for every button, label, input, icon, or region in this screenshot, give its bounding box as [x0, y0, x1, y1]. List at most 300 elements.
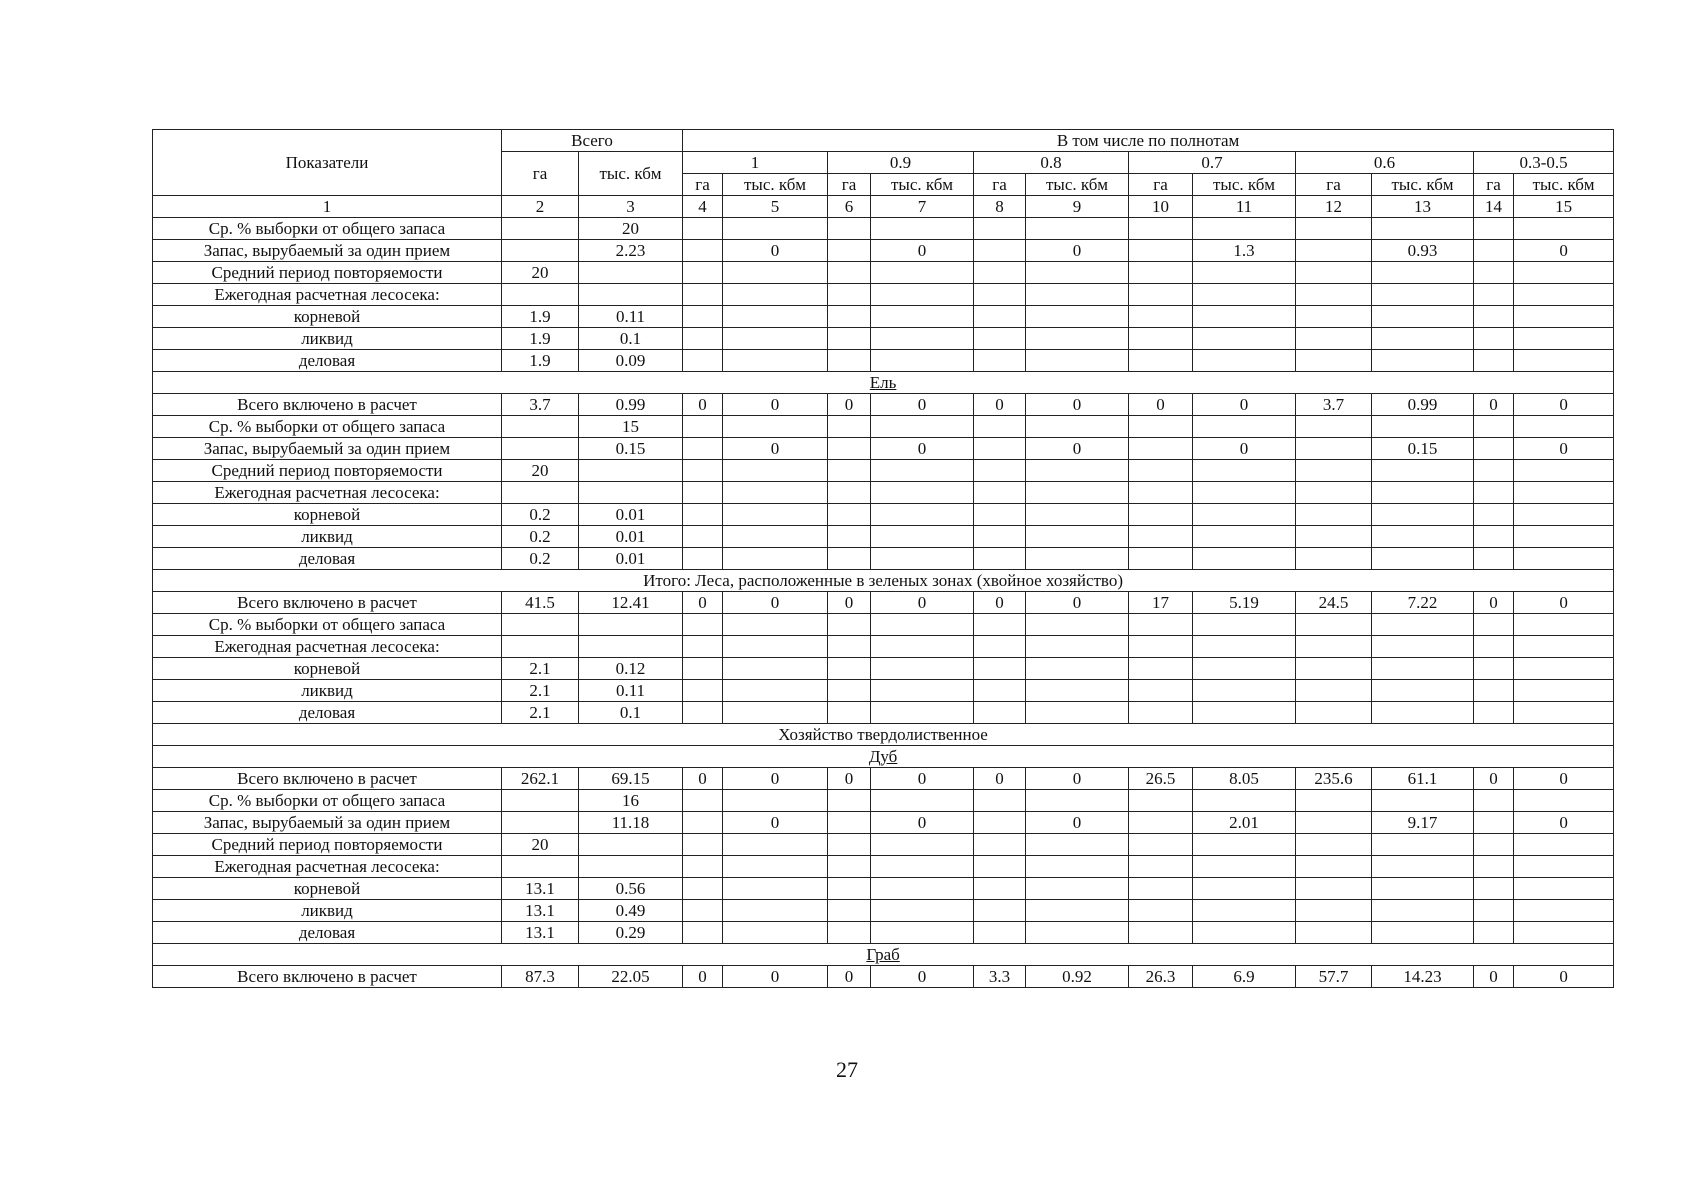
value-cell: [1372, 658, 1474, 680]
value-cell: [871, 856, 974, 878]
row-label: Запас, вырубаемый за один прием: [153, 438, 502, 460]
value-cell: 0.93: [1372, 240, 1474, 262]
value-cell: 1.3: [1193, 240, 1296, 262]
value-cell: [723, 284, 828, 306]
value-cell: 3.7: [502, 394, 579, 416]
value-cell: [1026, 526, 1129, 548]
value-cell: [1514, 504, 1614, 526]
table-row: [153, 548, 1614, 570]
value-cell: [974, 856, 1026, 878]
value-cell: [871, 328, 974, 350]
value-cell: [1193, 482, 1296, 504]
value-cell: 57.7: [1296, 966, 1372, 988]
value-cell: [683, 482, 723, 504]
value-cell: [723, 306, 828, 328]
header-row-1: [153, 130, 1614, 152]
value-cell: [579, 636, 683, 658]
value-cell: [1129, 482, 1193, 504]
value-cell: 0: [683, 592, 723, 614]
value-cell: 0: [871, 394, 974, 416]
table-row: [153, 526, 1614, 548]
row-label: Ежегодная расчетная лесосека:: [153, 284, 502, 306]
value-cell: [1514, 922, 1614, 944]
value-cell: [1129, 812, 1193, 834]
value-cell: [1026, 900, 1129, 922]
value-cell: [1193, 834, 1296, 856]
row-label: деловая: [153, 548, 502, 570]
value-cell: 20: [502, 834, 579, 856]
value-cell: [723, 526, 828, 548]
value-cell: [1372, 878, 1474, 900]
value-cell: [871, 878, 974, 900]
value-cell: [502, 416, 579, 438]
value-cell: [1474, 526, 1514, 548]
value-cell: [828, 284, 871, 306]
value-cell: [1026, 504, 1129, 526]
value-cell: [974, 526, 1026, 548]
value-cell: [871, 680, 974, 702]
column-number: 1: [153, 196, 502, 218]
value-cell: [1474, 702, 1514, 724]
value-cell: [683, 504, 723, 526]
value-cell: [579, 834, 683, 856]
value-cell: 262.1: [502, 768, 579, 790]
value-cell: [579, 262, 683, 284]
value-cell: 69.15: [579, 768, 683, 790]
column-number: 2: [502, 196, 579, 218]
value-cell: [1296, 416, 1372, 438]
value-cell: [1372, 856, 1474, 878]
value-cell: 0: [974, 592, 1026, 614]
value-cell: [723, 636, 828, 658]
table-row: [153, 790, 1614, 812]
value-cell: [723, 680, 828, 702]
value-cell: [1372, 262, 1474, 284]
value-cell: [1514, 526, 1614, 548]
value-cell: [579, 460, 683, 482]
value-cell: [683, 636, 723, 658]
value-cell: [871, 350, 974, 372]
value-cell: [723, 460, 828, 482]
value-cell: [1026, 218, 1129, 240]
value-cell: 0: [1474, 592, 1514, 614]
value-cell: 0: [1514, 812, 1614, 834]
table-row: [153, 592, 1614, 614]
table-row: [153, 614, 1614, 636]
value-cell: 0: [1514, 592, 1614, 614]
value-cell: [1514, 878, 1614, 900]
value-cell: [828, 812, 871, 834]
value-cell: [1514, 482, 1614, 504]
value-cell: [974, 812, 1026, 834]
row-label: Средний период повторяемости: [153, 834, 502, 856]
value-cell: [1296, 240, 1372, 262]
value-cell: [502, 856, 579, 878]
table-row: [153, 416, 1614, 438]
value-cell: 0.1: [579, 328, 683, 350]
value-cell: [1296, 548, 1372, 570]
row-label: Всего включено в расчет: [153, 768, 502, 790]
row-label: ликвид: [153, 328, 502, 350]
table-row: [153, 856, 1614, 878]
value-cell: [723, 504, 828, 526]
value-cell: [974, 460, 1026, 482]
value-cell: [502, 438, 579, 460]
value-cell: [828, 416, 871, 438]
value-cell: [1474, 680, 1514, 702]
value-cell: 9.17: [1372, 812, 1474, 834]
value-cell: 0: [723, 966, 828, 988]
value-cell: 61.1: [1372, 768, 1474, 790]
value-cell: 0.01: [579, 504, 683, 526]
row-label: корневой: [153, 878, 502, 900]
value-cell: 12.41: [579, 592, 683, 614]
table-row: [153, 438, 1614, 460]
ha-header: га: [1296, 174, 1372, 196]
row-label: Всего включено в расчет: [153, 394, 502, 416]
row-label: деловая: [153, 922, 502, 944]
value-cell: [1372, 636, 1474, 658]
value-cell: [1296, 284, 1372, 306]
value-cell: [974, 328, 1026, 350]
value-cell: 16: [579, 790, 683, 812]
value-cell: 0: [828, 966, 871, 988]
value-cell: [871, 790, 974, 812]
value-cell: [828, 306, 871, 328]
value-cell: 5.19: [1193, 592, 1296, 614]
value-cell: [1026, 482, 1129, 504]
total-header: Всего: [502, 130, 683, 152]
value-cell: [1129, 328, 1193, 350]
value-cell: [828, 636, 871, 658]
value-cell: 0: [683, 394, 723, 416]
value-cell: 87.3: [502, 966, 579, 988]
row-label: Ежегодная расчетная лесосека:: [153, 856, 502, 878]
value-cell: [1193, 614, 1296, 636]
section-title: Ель: [869, 372, 897, 392]
value-cell: [1474, 856, 1514, 878]
value-cell: [828, 790, 871, 812]
value-cell: [1026, 262, 1129, 284]
value-cell: [1296, 614, 1372, 636]
density-0.8-header: 0.8: [974, 152, 1129, 174]
value-cell: 0: [1026, 394, 1129, 416]
value-cell: [828, 438, 871, 460]
value-cell: [1026, 416, 1129, 438]
row-label: Всего включено в расчет: [153, 966, 502, 988]
value-cell: [1193, 526, 1296, 548]
value-cell: [1026, 306, 1129, 328]
value-cell: [1474, 900, 1514, 922]
density-0.9-header: 0.9: [828, 152, 974, 174]
value-cell: [974, 306, 1026, 328]
value-cell: 0: [1193, 394, 1296, 416]
value-cell: 0.2: [502, 504, 579, 526]
page-number: 27: [836, 1057, 858, 1082]
value-cell: [1372, 834, 1474, 856]
value-cell: [974, 702, 1026, 724]
section-row: [153, 724, 1614, 746]
value-cell: [1474, 240, 1514, 262]
value-cell: [1296, 834, 1372, 856]
table-row: [153, 482, 1614, 504]
ha-header: га: [683, 174, 723, 196]
value-cell: 0.56: [579, 878, 683, 900]
value-cell: 20: [579, 218, 683, 240]
row-label: Запас, вырубаемый за один прием: [153, 812, 502, 834]
value-cell: [1514, 284, 1614, 306]
value-cell: [502, 614, 579, 636]
value-cell: 0: [723, 768, 828, 790]
value-cell: [1193, 658, 1296, 680]
value-cell: [1514, 834, 1614, 856]
table-row: [153, 680, 1614, 702]
ha-header: га: [1129, 174, 1193, 196]
value-cell: [1026, 284, 1129, 306]
value-cell: [1193, 328, 1296, 350]
value-cell: [1296, 504, 1372, 526]
value-cell: [871, 284, 974, 306]
value-cell: [871, 900, 974, 922]
value-cell: [828, 614, 871, 636]
value-cell: 3.7: [1296, 394, 1372, 416]
value-cell: [1372, 416, 1474, 438]
value-cell: [683, 614, 723, 636]
row-label: Ср. % выборки от общего запаса: [153, 218, 502, 240]
volume-header: тыс. кбм: [1193, 174, 1296, 196]
column-number: 9: [1026, 196, 1129, 218]
value-cell: [974, 790, 1026, 812]
value-cell: [1129, 922, 1193, 944]
value-cell: [723, 328, 828, 350]
value-cell: [1193, 636, 1296, 658]
value-cell: [1474, 482, 1514, 504]
value-cell: [1474, 658, 1514, 680]
value-cell: [1372, 460, 1474, 482]
value-cell: [871, 702, 974, 724]
value-cell: [974, 218, 1026, 240]
value-cell: [828, 548, 871, 570]
value-cell: [974, 416, 1026, 438]
value-cell: [1514, 460, 1614, 482]
value-cell: [1372, 790, 1474, 812]
value-cell: [828, 218, 871, 240]
value-cell: [1474, 504, 1514, 526]
value-cell: [683, 240, 723, 262]
value-cell: 0: [828, 768, 871, 790]
value-cell: 13.1: [502, 922, 579, 944]
value-cell: [1514, 790, 1614, 812]
value-cell: [683, 790, 723, 812]
row-label: ликвид: [153, 900, 502, 922]
value-cell: [1372, 504, 1474, 526]
value-cell: 0.29: [579, 922, 683, 944]
value-cell: [1372, 702, 1474, 724]
value-cell: 0: [1193, 438, 1296, 460]
value-cell: [1474, 878, 1514, 900]
row-label: ликвид: [153, 526, 502, 548]
value-cell: [1129, 878, 1193, 900]
volume-header: тыс. кбм: [1026, 174, 1129, 196]
value-cell: [1474, 438, 1514, 460]
table-row: [153, 878, 1614, 900]
value-cell: 41.5: [502, 592, 579, 614]
table-row: [153, 262, 1614, 284]
value-cell: [1372, 548, 1474, 570]
value-cell: [1474, 614, 1514, 636]
value-cell: [1129, 658, 1193, 680]
value-cell: [1372, 526, 1474, 548]
value-cell: [1129, 350, 1193, 372]
value-cell: 0: [871, 966, 974, 988]
value-cell: [1372, 284, 1474, 306]
value-cell: 0: [974, 768, 1026, 790]
value-cell: [1514, 306, 1614, 328]
value-cell: 13.1: [502, 878, 579, 900]
value-cell: 0: [683, 768, 723, 790]
forest-stock-table: [152, 129, 1614, 988]
value-cell: [974, 240, 1026, 262]
density-1-header: 1: [683, 152, 828, 174]
value-cell: [579, 284, 683, 306]
value-cell: [683, 262, 723, 284]
value-cell: 6.9: [1193, 966, 1296, 988]
value-cell: 0.01: [579, 526, 683, 548]
section-row: [153, 570, 1614, 592]
value-cell: [502, 284, 579, 306]
value-cell: [1296, 526, 1372, 548]
value-cell: [1193, 922, 1296, 944]
column-number: 13: [1372, 196, 1474, 218]
value-cell: [683, 548, 723, 570]
value-cell: [502, 218, 579, 240]
value-cell: [723, 614, 828, 636]
table-row: [153, 636, 1614, 658]
value-cell: [1193, 900, 1296, 922]
ha-header: га: [1474, 174, 1514, 196]
value-cell: [1129, 548, 1193, 570]
row-label: Всего включено в расчет: [153, 592, 502, 614]
value-cell: [1296, 856, 1372, 878]
column-number-row: [153, 196, 1614, 218]
column-number: 12: [1296, 196, 1372, 218]
value-cell: 0.99: [1372, 394, 1474, 416]
indicators-header: Показатели: [153, 130, 502, 196]
value-cell: [1474, 306, 1514, 328]
value-cell: [1372, 218, 1474, 240]
value-cell: [828, 834, 871, 856]
value-cell: [974, 504, 1026, 526]
value-cell: 1.9: [502, 350, 579, 372]
value-cell: [723, 482, 828, 504]
value-cell: [1474, 262, 1514, 284]
value-cell: [828, 240, 871, 262]
value-cell: [1296, 922, 1372, 944]
ha-header: га: [974, 174, 1026, 196]
value-cell: [974, 262, 1026, 284]
section-title: Дуб: [868, 746, 898, 766]
section-title: Итого: Леса, расположенные в зеленых зонах (хвойное хозяйство): [643, 570, 1123, 590]
value-cell: [1372, 614, 1474, 636]
density-header: В том числе по полнотам: [683, 130, 1614, 152]
value-cell: [1129, 262, 1193, 284]
value-cell: [974, 636, 1026, 658]
value-cell: [1129, 240, 1193, 262]
value-cell: [1129, 614, 1193, 636]
column-number: 5: [723, 196, 828, 218]
value-cell: [974, 922, 1026, 944]
row-label: деловая: [153, 350, 502, 372]
value-cell: [1514, 262, 1614, 284]
density-0.6-header: 0.6: [1296, 152, 1474, 174]
value-cell: 0.15: [579, 438, 683, 460]
value-cell: 1.9: [502, 328, 579, 350]
value-cell: [1026, 636, 1129, 658]
value-cell: 235.6: [1296, 768, 1372, 790]
value-cell: 0: [1514, 240, 1614, 262]
value-cell: [1193, 262, 1296, 284]
value-cell: [828, 460, 871, 482]
value-cell: [1474, 328, 1514, 350]
value-cell: [1129, 834, 1193, 856]
value-cell: [871, 460, 974, 482]
value-cell: 0: [974, 394, 1026, 416]
value-cell: 20: [502, 460, 579, 482]
value-cell: [871, 416, 974, 438]
value-cell: 0: [828, 394, 871, 416]
table-row: [153, 768, 1614, 790]
value-cell: 3.3: [974, 966, 1026, 988]
table-row: [153, 834, 1614, 856]
value-cell: [974, 548, 1026, 570]
table-row: [153, 284, 1614, 306]
value-cell: [1296, 702, 1372, 724]
value-cell: [871, 636, 974, 658]
value-cell: [1372, 680, 1474, 702]
value-cell: 0.01: [579, 548, 683, 570]
value-cell: [1514, 702, 1614, 724]
value-cell: [871, 658, 974, 680]
value-cell: [1129, 680, 1193, 702]
value-cell: [1026, 878, 1129, 900]
value-cell: [1129, 790, 1193, 812]
value-cell: 0: [1026, 592, 1129, 614]
column-number: 6: [828, 196, 871, 218]
value-cell: [974, 900, 1026, 922]
value-cell: 0: [1514, 438, 1614, 460]
value-cell: 11.18: [579, 812, 683, 834]
value-cell: [683, 306, 723, 328]
value-cell: [723, 416, 828, 438]
value-cell: [1026, 856, 1129, 878]
section-title: Граб: [866, 944, 900, 964]
value-cell: [1026, 790, 1129, 812]
value-cell: [1026, 702, 1129, 724]
value-cell: [1474, 416, 1514, 438]
value-cell: [1129, 504, 1193, 526]
table-row: [153, 460, 1614, 482]
value-cell: [1129, 900, 1193, 922]
value-cell: [502, 812, 579, 834]
column-number: 10: [1129, 196, 1193, 218]
value-cell: 22.05: [579, 966, 683, 988]
value-cell: [1296, 790, 1372, 812]
table-row: [153, 504, 1614, 526]
value-cell: [502, 240, 579, 262]
value-cell: [828, 262, 871, 284]
value-cell: [1514, 636, 1614, 658]
value-cell: 0: [871, 240, 974, 262]
